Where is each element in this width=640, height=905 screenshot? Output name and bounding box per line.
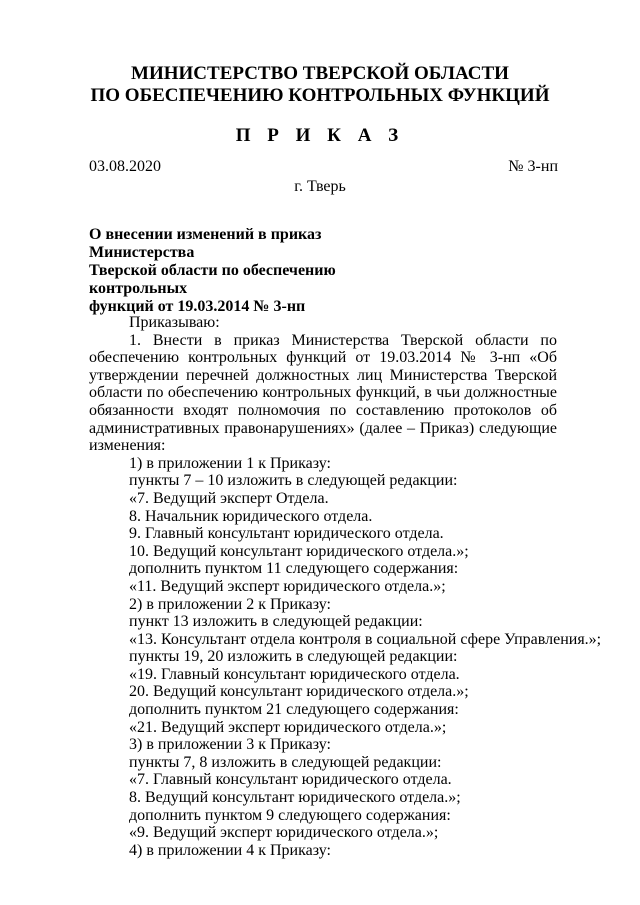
ministry-name-line2: ПО ОБЕСПЕЧЕНИЮ КОНТРОЛЬНЫХ ФУНКЦИЙ: [90, 85, 550, 106]
list-line: дополнить пунктом 9 следующего содержания:: [129, 806, 451, 824]
list-line: 3) в приложении 3 к Приказу:: [129, 736, 331, 754]
list-line: дополнить пунктом 11 следующего содержания:: [129, 560, 459, 578]
subject-line: Тверской области по обеспечению контрольных: [89, 262, 336, 297]
list-line: «7. Ведущий эксперт Отдела.: [129, 489, 329, 507]
list-line: 9. Главный консультант юридического отдела.: [129, 525, 444, 543]
list-line: пункты 7, 8 изложить в следующей редакции:: [129, 753, 442, 771]
list-line: 1) в приложении 1 к Приказу:: [129, 454, 331, 472]
order-city: г. Тверь: [294, 178, 346, 195]
subject-line: функций от 19.03.2014 № 3-нп: [89, 298, 306, 315]
order-number: № 3-нп: [508, 158, 558, 175]
list-line: 2) в приложении 2 к Приказу:: [129, 595, 331, 613]
list-line: «19. Главный консультант юридического отдела.: [129, 665, 460, 683]
paragraph-1: 1. Внести в приказ Министерства Тверской области по обеспечению контрольных функций от 19.03.2014 № 3-нп «Об утверждении перечней должностных лиц Министерства Тверской области по обеспечению контрольных функций, в чьи должностные обязанности входят полномочия по составлению протоколов об административных правонарушениях» (далее – Приказ) следующие изменения:: [89, 331, 557, 455]
list-line: «9. Ведущий эксперт юридического отдела.»;: [129, 824, 439, 842]
list-line: «7. Главный консультант юридического отдела.: [129, 771, 452, 789]
order-title: П Р И К А З: [235, 125, 405, 146]
list-line: пункты 19, 20 изложить в следующей редакции:: [129, 648, 458, 666]
ministry-name-line1: МИНИСТЕРСТВО ТВЕРСКОЙ ОБЛАСТИ: [131, 63, 509, 84]
list-line: 8. Начальник юридического отдела.: [129, 507, 373, 525]
list-line: 8. Ведущий консультант юридического отдела.»;: [129, 789, 461, 807]
list-line: пункты 7 – 10 изложить в следующей редакции:: [129, 472, 458, 490]
subject-line: О внесении изменений в приказ Министерства: [89, 226, 322, 261]
list-line: пункт 13 изложить в следующей редакции:: [129, 613, 423, 631]
order-word: Приказываю:: [129, 314, 220, 331]
list-line: дополнить пунктом 21 следующего содержания:: [129, 701, 459, 719]
order-body: [89, 314, 602, 859]
list-line: 20. Ведущий консультант юридического отдела.»;: [129, 683, 469, 701]
list-line: «13. Консультант отдела контроля в социальной сфере Управления.»;: [129, 630, 602, 648]
order-subject: [89, 226, 429, 316]
order-date: 03.08.2020: [89, 158, 161, 175]
list-line: 4) в приложении 4 к Приказу:: [129, 841, 331, 859]
list-line: 10. Ведущий консультант юридического отдела.»;: [129, 542, 469, 560]
list-line: «11. Ведущий эксперт юридического отдела.»;: [129, 577, 446, 595]
list-line: «21. Ведущий эксперт юридического отдела.»;: [129, 718, 447, 736]
